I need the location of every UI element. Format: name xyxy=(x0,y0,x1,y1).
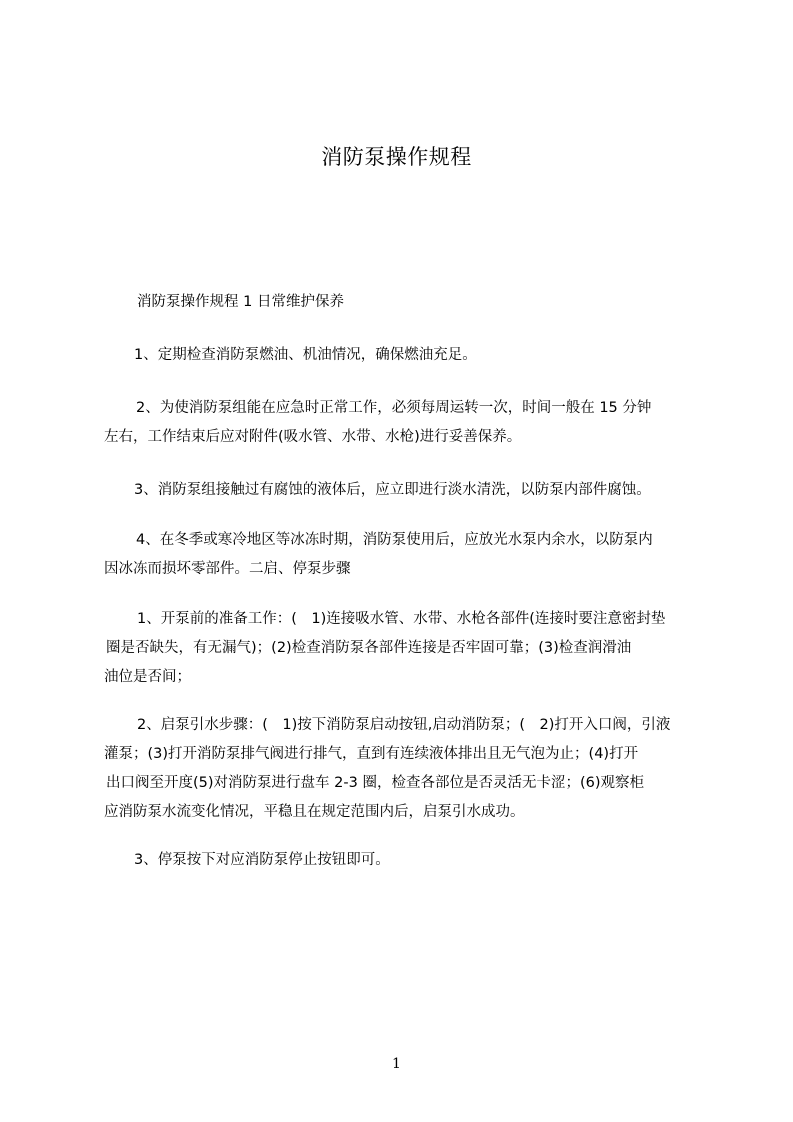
paragraph-line: 2、启泵引水步骤：( 1)按下消防泵启动按钮,启动消防泵；( 2)打开入口阀，引液 xyxy=(137,717,671,733)
paragraph-line: 2、为使消防泵组能在应急时正常工作，必须每周运转一次，时间一般在 15 分钟 xyxy=(136,400,652,416)
paragraph-line: 3、消防泵组接触过有腐蚀的液体后，应立即进行淡水清洗，以防泵内部件腐蚀。 xyxy=(134,482,651,498)
paragraph-line: 油位是否间； xyxy=(104,669,191,685)
paragraph-line: 灌泵；(3)打开消防泵排气阀进行排气，直到有连续液体排出且无气泡为止；(4)打开 xyxy=(104,746,639,762)
page-number: 1 xyxy=(392,1056,401,1072)
paragraph-line: 消防泵操作规程 1 日常维护保养 xyxy=(137,294,344,310)
paragraph-6 xyxy=(104,711,718,827)
paragraph-line: 出口阀至开度(5)对消防泵进行盘车 2-3 圈，检查各部位是否灵活无卡涩；(6)观察柜 xyxy=(106,775,644,791)
paragraph-7 xyxy=(104,846,748,875)
paragraph-3 xyxy=(104,476,748,505)
paragraph-heading xyxy=(104,288,751,317)
paragraph-line: 1、定期检查消防泵燃油、机油情况，确保燃油充足。 xyxy=(134,347,477,363)
paragraph-5 xyxy=(104,605,718,692)
paragraph-1 xyxy=(104,341,748,370)
paragraph-line: 因冰冻而损坏零部件。二启、停泵步骤 xyxy=(104,561,351,577)
paragraph-line: 应消防泵水流变化情况，平稳且在规定范围内后，启泵引水成功。 xyxy=(104,804,525,820)
paragraph-line: 1、开泵前的准备工作：( 1)连接吸水管、水带、水枪各部件(连接时要注意密封垫 xyxy=(137,611,666,627)
paragraph-line: 圈是否缺失，有无漏气)；(2)检查消防泵各部件连接是否牢固可靠；(3)检查润滑油 xyxy=(106,640,632,656)
page-title: 消防泵操作规程 xyxy=(321,145,472,169)
paragraph-line: 4、在冬季或寒冷地区等冰冻时期，消防泵使用后，应放光水泵内余水，以防泵内 xyxy=(136,532,653,548)
paragraph-line: 3、停泵按下对应消防泵停止按钮即可。 xyxy=(134,852,390,868)
paragraph-line: 左右，工作结束后应对附件(吸水管、水带、水枪)进行妥善保养。 xyxy=(104,429,522,445)
paragraph-4 xyxy=(104,526,718,584)
paragraph-2 xyxy=(104,394,718,452)
